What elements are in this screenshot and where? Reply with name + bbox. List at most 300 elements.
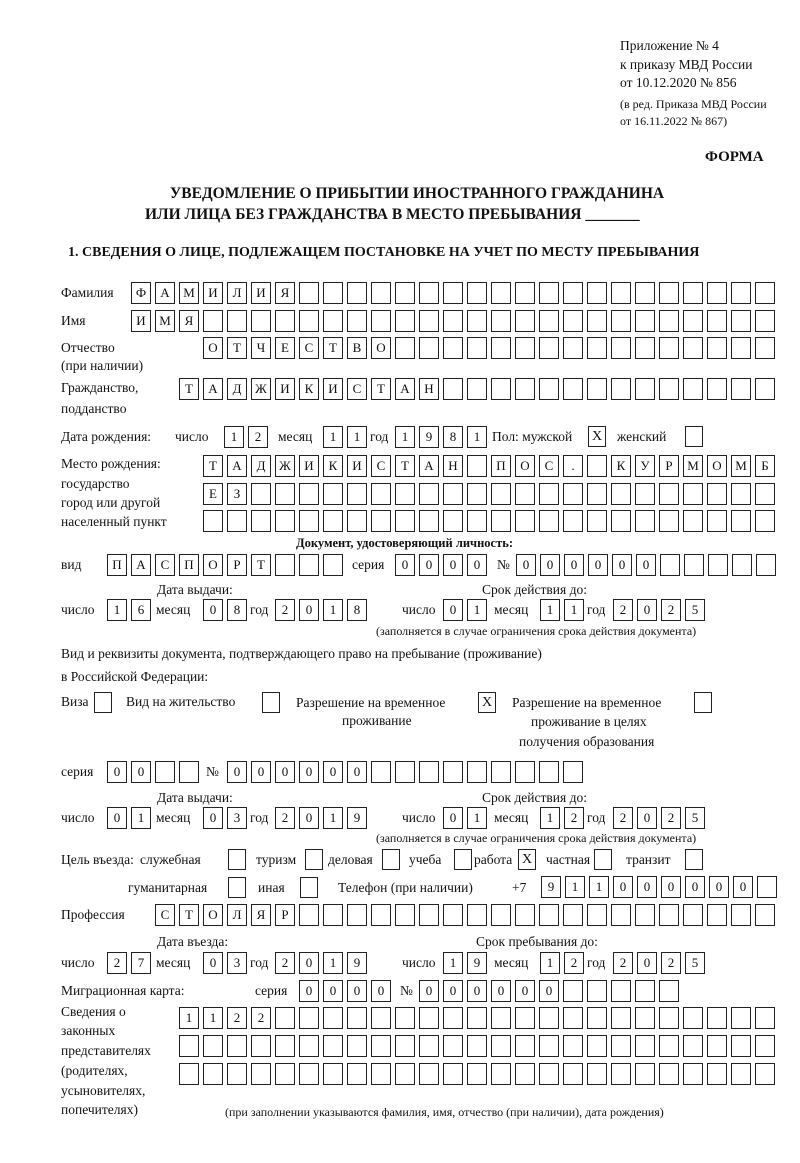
- char-cell[interactable]: 0: [539, 980, 559, 1002]
- char-cell[interactable]: 1: [203, 1007, 223, 1029]
- char-cell[interactable]: [275, 510, 295, 532]
- char-cell[interactable]: [659, 904, 679, 926]
- char-cell[interactable]: [203, 510, 223, 532]
- char-cell[interactable]: [563, 510, 583, 532]
- char-cell[interactable]: Т: [251, 554, 271, 576]
- char-cell[interactable]: 0: [131, 761, 151, 783]
- char-cell[interactable]: 9: [347, 952, 367, 974]
- char-cell[interactable]: [539, 761, 559, 783]
- char-cell[interactable]: [419, 1035, 439, 1057]
- char-cell[interactable]: [707, 904, 727, 926]
- char-cell[interactable]: Т: [323, 337, 343, 359]
- char-cell[interactable]: [467, 378, 487, 400]
- char-cell[interactable]: С: [299, 337, 319, 359]
- char-cell[interactable]: [467, 1007, 487, 1029]
- char-cell[interactable]: Ж: [275, 455, 295, 477]
- char-cell[interactable]: 0: [515, 980, 535, 1002]
- char-cell[interactable]: [515, 282, 535, 304]
- char-cell[interactable]: М: [731, 455, 751, 477]
- char-cell[interactable]: 0: [107, 761, 127, 783]
- char-cell[interactable]: [683, 904, 703, 926]
- char-cell[interactable]: [611, 282, 631, 304]
- char-cell[interactable]: 5: [685, 807, 705, 829]
- char-cell[interactable]: [443, 337, 463, 359]
- char-cell[interactable]: [251, 1063, 271, 1085]
- char-cell[interactable]: [323, 554, 343, 576]
- char-cell[interactable]: [755, 310, 775, 332]
- char-cell[interactable]: 1: [467, 426, 487, 448]
- char-cell[interactable]: [563, 761, 583, 783]
- char-cell[interactable]: [539, 282, 559, 304]
- char-cell[interactable]: [491, 1007, 511, 1029]
- char-cell[interactable]: [443, 483, 463, 505]
- char-cell[interactable]: [659, 510, 679, 532]
- char-cell[interactable]: [323, 904, 343, 926]
- char-cell[interactable]: [659, 378, 679, 400]
- char-cell[interactable]: 2: [661, 599, 681, 621]
- char-cell[interactable]: [323, 310, 343, 332]
- char-cell[interactable]: 0: [443, 807, 463, 829]
- char-cell[interactable]: [707, 310, 727, 332]
- char-cell[interactable]: 0: [491, 980, 511, 1002]
- char-cell[interactable]: [611, 904, 631, 926]
- char-cell[interactable]: 1: [395, 426, 415, 448]
- char-cell[interactable]: 2: [251, 1007, 271, 1029]
- char-cell[interactable]: 1: [131, 807, 151, 829]
- char-cell[interactable]: [371, 761, 391, 783]
- char-cell[interactable]: [611, 980, 631, 1002]
- char-cell[interactable]: 1: [540, 599, 560, 621]
- char-cell[interactable]: 0: [299, 807, 319, 829]
- char-cell[interactable]: [419, 904, 439, 926]
- char-cell[interactable]: Л: [227, 904, 247, 926]
- char-cell[interactable]: [731, 378, 751, 400]
- char-cell[interactable]: В: [347, 337, 367, 359]
- char-cell[interactable]: [347, 282, 367, 304]
- char-cell[interactable]: 2: [564, 952, 584, 974]
- char-cell[interactable]: Т: [395, 455, 415, 477]
- char-cell[interactable]: [299, 1063, 319, 1085]
- char-cell[interactable]: 0: [347, 761, 367, 783]
- char-cell[interactable]: [275, 554, 295, 576]
- char-cell[interactable]: [299, 904, 319, 926]
- char-cell[interactable]: [299, 1035, 319, 1057]
- char-cell[interactable]: [299, 282, 319, 304]
- char-cell[interactable]: [539, 483, 559, 505]
- char-cell[interactable]: [275, 1035, 295, 1057]
- char-cell[interactable]: О: [371, 337, 391, 359]
- char-cell[interactable]: [659, 1007, 679, 1029]
- char-cell[interactable]: Е: [203, 483, 223, 505]
- char-cell[interactable]: [467, 904, 487, 926]
- char-cell[interactable]: П: [179, 554, 199, 576]
- char-cell[interactable]: [635, 510, 655, 532]
- char-cell[interactable]: [347, 1035, 367, 1057]
- char-cell[interactable]: [587, 455, 607, 477]
- purpose-private-checkbox[interactable]: [594, 849, 612, 870]
- char-cell[interactable]: [491, 282, 511, 304]
- char-cell[interactable]: 1: [323, 599, 343, 621]
- char-cell[interactable]: [299, 1007, 319, 1029]
- char-cell[interactable]: [683, 1007, 703, 1029]
- char-cell[interactable]: Р: [275, 904, 295, 926]
- char-cell[interactable]: А: [227, 455, 247, 477]
- char-cell[interactable]: [347, 483, 367, 505]
- char-cell[interactable]: [515, 510, 535, 532]
- visa-checkbox[interactable]: [94, 692, 112, 713]
- char-cell[interactable]: [419, 282, 439, 304]
- char-cell[interactable]: А: [155, 282, 175, 304]
- char-cell[interactable]: [323, 483, 343, 505]
- char-cell[interactable]: [395, 310, 415, 332]
- char-cell[interactable]: [683, 483, 703, 505]
- char-cell[interactable]: [203, 310, 223, 332]
- char-cell[interactable]: [755, 337, 775, 359]
- char-cell[interactable]: [732, 554, 752, 576]
- char-cell[interactable]: [635, 483, 655, 505]
- char-cell[interactable]: [179, 1063, 199, 1085]
- char-cell[interactable]: О: [515, 455, 535, 477]
- char-cell[interactable]: [467, 1035, 487, 1057]
- char-cell[interactable]: [443, 310, 463, 332]
- char-cell[interactable]: [323, 282, 343, 304]
- char-cell[interactable]: [323, 1007, 343, 1029]
- char-cell[interactable]: 1: [467, 807, 487, 829]
- char-cell[interactable]: [371, 483, 391, 505]
- char-cell[interactable]: Д: [251, 455, 271, 477]
- char-cell[interactable]: [395, 337, 415, 359]
- char-cell[interactable]: [563, 980, 583, 1002]
- char-cell[interactable]: [443, 904, 463, 926]
- char-cell[interactable]: [611, 337, 631, 359]
- char-cell[interactable]: [419, 483, 439, 505]
- char-cell[interactable]: Е: [275, 337, 295, 359]
- char-cell[interactable]: 0: [203, 599, 223, 621]
- char-cell[interactable]: [659, 1063, 679, 1085]
- char-cell[interactable]: [491, 310, 511, 332]
- char-cell[interactable]: [707, 1007, 727, 1029]
- char-cell[interactable]: [684, 554, 704, 576]
- char-cell[interactable]: [563, 904, 583, 926]
- char-cell[interactable]: 0: [419, 980, 439, 1002]
- char-cell[interactable]: [515, 337, 535, 359]
- purpose-study-checkbox[interactable]: [454, 849, 472, 870]
- char-cell[interactable]: Н: [443, 455, 463, 477]
- char-cell[interactable]: [467, 310, 487, 332]
- char-cell[interactable]: [299, 483, 319, 505]
- char-cell[interactable]: [563, 310, 583, 332]
- char-cell[interactable]: З: [227, 483, 247, 505]
- char-cell[interactable]: 3: [227, 807, 247, 829]
- char-cell[interactable]: [659, 337, 679, 359]
- char-cell[interactable]: [419, 310, 439, 332]
- char-cell[interactable]: 3: [227, 952, 247, 974]
- char-cell[interactable]: [467, 761, 487, 783]
- purpose-other-checkbox[interactable]: [300, 877, 318, 898]
- char-cell[interactable]: И: [203, 282, 223, 304]
- char-cell[interactable]: [491, 483, 511, 505]
- char-cell[interactable]: 0: [299, 761, 319, 783]
- char-cell[interactable]: [395, 483, 415, 505]
- purpose-tourism-checkbox[interactable]: [305, 849, 323, 870]
- char-cell[interactable]: [731, 1035, 751, 1057]
- char-cell[interactable]: [635, 337, 655, 359]
- char-cell[interactable]: [731, 1063, 751, 1085]
- char-cell[interactable]: П: [107, 554, 127, 576]
- char-cell[interactable]: Л: [227, 282, 247, 304]
- char-cell[interactable]: Н: [419, 378, 439, 400]
- char-cell[interactable]: 1: [564, 599, 584, 621]
- char-cell[interactable]: [539, 510, 559, 532]
- purpose-business-checkbox[interactable]: [382, 849, 400, 870]
- char-cell[interactable]: [443, 1035, 463, 1057]
- char-cell[interactable]: И: [299, 455, 319, 477]
- char-cell[interactable]: 2: [661, 807, 681, 829]
- char-cell[interactable]: Ч: [251, 337, 271, 359]
- char-cell[interactable]: [275, 1007, 295, 1029]
- char-cell[interactable]: 2: [248, 426, 268, 448]
- char-cell[interactable]: [683, 282, 703, 304]
- char-cell[interactable]: [563, 483, 583, 505]
- trp-edu-checkbox[interactable]: [694, 692, 712, 713]
- purpose-transit-checkbox[interactable]: [685, 849, 703, 870]
- char-cell[interactable]: Т: [371, 378, 391, 400]
- char-cell[interactable]: 2: [613, 952, 633, 974]
- char-cell[interactable]: С: [539, 455, 559, 477]
- char-cell[interactable]: [251, 510, 271, 532]
- char-cell[interactable]: [731, 337, 751, 359]
- char-cell[interactable]: 0: [299, 952, 319, 974]
- char-cell[interactable]: 0: [299, 599, 319, 621]
- char-cell[interactable]: [707, 483, 727, 505]
- char-cell[interactable]: [515, 378, 535, 400]
- char-cell[interactable]: Д: [227, 378, 247, 400]
- char-cell[interactable]: [707, 282, 727, 304]
- char-cell[interactable]: 0: [227, 761, 247, 783]
- char-cell[interactable]: [539, 1035, 559, 1057]
- char-cell[interactable]: 0: [685, 876, 705, 898]
- char-cell[interactable]: [731, 483, 751, 505]
- char-cell[interactable]: [683, 1063, 703, 1085]
- char-cell[interactable]: С: [155, 554, 175, 576]
- char-cell[interactable]: [539, 310, 559, 332]
- char-cell[interactable]: 0: [203, 952, 223, 974]
- char-cell[interactable]: [395, 1007, 415, 1029]
- char-cell[interactable]: 0: [107, 807, 127, 829]
- char-cell[interactable]: [563, 1007, 583, 1029]
- char-cell[interactable]: [731, 904, 751, 926]
- char-cell[interactable]: 0: [251, 761, 271, 783]
- char-cell[interactable]: [443, 1063, 463, 1085]
- char-cell[interactable]: Т: [203, 455, 223, 477]
- char-cell[interactable]: [755, 1007, 775, 1029]
- char-cell[interactable]: 8: [443, 426, 463, 448]
- char-cell[interactable]: 6: [131, 599, 151, 621]
- char-cell[interactable]: [539, 1007, 559, 1029]
- char-cell[interactable]: Я: [179, 310, 199, 332]
- char-cell[interactable]: [251, 310, 271, 332]
- char-cell[interactable]: С: [371, 455, 391, 477]
- char-cell[interactable]: [683, 310, 703, 332]
- char-cell[interactable]: [299, 310, 319, 332]
- char-cell[interactable]: О: [707, 455, 727, 477]
- char-cell[interactable]: 0: [443, 554, 463, 576]
- char-cell[interactable]: Р: [227, 554, 247, 576]
- char-cell[interactable]: [395, 904, 415, 926]
- char-cell[interactable]: [731, 1007, 751, 1029]
- char-cell[interactable]: К: [611, 455, 631, 477]
- char-cell[interactable]: [563, 282, 583, 304]
- char-cell[interactable]: [731, 510, 751, 532]
- char-cell[interactable]: [659, 310, 679, 332]
- char-cell[interactable]: [467, 337, 487, 359]
- char-cell[interactable]: [635, 282, 655, 304]
- char-cell[interactable]: 0: [637, 952, 657, 974]
- char-cell[interactable]: [491, 761, 511, 783]
- char-cell[interactable]: [491, 337, 511, 359]
- char-cell[interactable]: Т: [179, 904, 199, 926]
- char-cell[interactable]: О: [203, 904, 223, 926]
- char-cell[interactable]: [395, 282, 415, 304]
- char-cell[interactable]: [539, 378, 559, 400]
- char-cell[interactable]: [395, 761, 415, 783]
- char-cell[interactable]: 2: [564, 807, 584, 829]
- char-cell[interactable]: 9: [347, 807, 367, 829]
- sex-male-checkbox[interactable]: X: [588, 426, 606, 447]
- char-cell[interactable]: [491, 904, 511, 926]
- char-cell[interactable]: С: [347, 378, 367, 400]
- char-cell[interactable]: [707, 1063, 727, 1085]
- char-cell[interactable]: 0: [467, 980, 487, 1002]
- char-cell[interactable]: [515, 1063, 535, 1085]
- char-cell[interactable]: [371, 1035, 391, 1057]
- char-cell[interactable]: 1: [540, 952, 560, 974]
- char-cell[interactable]: [443, 378, 463, 400]
- char-cell[interactable]: [587, 310, 607, 332]
- char-cell[interactable]: 7: [131, 952, 151, 974]
- char-cell[interactable]: [755, 378, 775, 400]
- char-cell[interactable]: [707, 1035, 727, 1057]
- char-cell[interactable]: [587, 483, 607, 505]
- char-cell[interactable]: И: [251, 282, 271, 304]
- char-cell[interactable]: [371, 1063, 391, 1085]
- char-cell[interactable]: [515, 1035, 535, 1057]
- char-cell[interactable]: [419, 1063, 439, 1085]
- char-cell[interactable]: [491, 510, 511, 532]
- char-cell[interactable]: [491, 1063, 511, 1085]
- char-cell[interactable]: 1: [589, 876, 609, 898]
- char-cell[interactable]: Т: [179, 378, 199, 400]
- char-cell[interactable]: 1: [443, 952, 463, 974]
- char-cell[interactable]: К: [323, 455, 343, 477]
- char-cell[interactable]: [323, 1035, 343, 1057]
- char-cell[interactable]: [227, 310, 247, 332]
- char-cell[interactable]: [683, 337, 703, 359]
- char-cell[interactable]: [179, 761, 199, 783]
- char-cell[interactable]: [419, 337, 439, 359]
- char-cell[interactable]: 0: [636, 554, 656, 576]
- char-cell[interactable]: 2: [275, 952, 295, 974]
- char-cell[interactable]: Б: [755, 455, 775, 477]
- char-cell[interactable]: [587, 282, 607, 304]
- char-cell[interactable]: [347, 310, 367, 332]
- char-cell[interactable]: Я: [251, 904, 271, 926]
- char-cell[interactable]: [347, 904, 367, 926]
- char-cell[interactable]: 1: [179, 1007, 199, 1029]
- char-cell[interactable]: 2: [661, 952, 681, 974]
- char-cell[interactable]: 0: [612, 554, 632, 576]
- char-cell[interactable]: [563, 337, 583, 359]
- char-cell[interactable]: [587, 980, 607, 1002]
- char-cell[interactable]: 1: [323, 807, 343, 829]
- char-cell[interactable]: [515, 1007, 535, 1029]
- char-cell[interactable]: [371, 282, 391, 304]
- char-cell[interactable]: 9: [419, 426, 439, 448]
- char-cell[interactable]: [731, 310, 751, 332]
- char-cell[interactable]: [659, 980, 679, 1002]
- char-cell[interactable]: [563, 1063, 583, 1085]
- char-cell[interactable]: [395, 1063, 415, 1085]
- char-cell[interactable]: 1: [467, 599, 487, 621]
- char-cell[interactable]: [275, 483, 295, 505]
- char-cell[interactable]: [371, 510, 391, 532]
- char-cell[interactable]: 1: [347, 426, 367, 448]
- char-cell[interactable]: [563, 378, 583, 400]
- char-cell[interactable]: [467, 1063, 487, 1085]
- char-cell[interactable]: [755, 282, 775, 304]
- char-cell[interactable]: 0: [637, 807, 657, 829]
- char-cell[interactable]: [611, 1035, 631, 1057]
- char-cell[interactable]: 0: [443, 599, 463, 621]
- char-cell[interactable]: 0: [540, 554, 560, 576]
- char-cell[interactable]: 2: [613, 599, 633, 621]
- char-cell[interactable]: 1: [224, 426, 244, 448]
- char-cell[interactable]: 2: [275, 807, 295, 829]
- residence-checkbox[interactable]: [262, 692, 280, 713]
- char-cell[interactable]: 0: [564, 554, 584, 576]
- char-cell[interactable]: [371, 310, 391, 332]
- char-cell[interactable]: [371, 1007, 391, 1029]
- char-cell[interactable]: .: [563, 455, 583, 477]
- char-cell[interactable]: [467, 483, 487, 505]
- char-cell[interactable]: 1: [323, 426, 343, 448]
- char-cell[interactable]: 2: [613, 807, 633, 829]
- char-cell[interactable]: Ф: [131, 282, 151, 304]
- char-cell[interactable]: [755, 1035, 775, 1057]
- char-cell[interactable]: 0: [371, 980, 391, 1002]
- char-cell[interactable]: [587, 378, 607, 400]
- char-cell[interactable]: 0: [395, 554, 415, 576]
- char-cell[interactable]: [323, 1063, 343, 1085]
- char-cell[interactable]: А: [395, 378, 415, 400]
- char-cell[interactable]: 5: [685, 599, 705, 621]
- char-cell[interactable]: [443, 761, 463, 783]
- char-cell[interactable]: [755, 483, 775, 505]
- char-cell[interactable]: [635, 904, 655, 926]
- char-cell[interactable]: [419, 761, 439, 783]
- char-cell[interactable]: 1: [323, 952, 343, 974]
- char-cell[interactable]: [757, 876, 777, 898]
- char-cell[interactable]: [395, 510, 415, 532]
- char-cell[interactable]: [756, 554, 776, 576]
- char-cell[interactable]: [611, 1007, 631, 1029]
- char-cell[interactable]: 0: [323, 761, 343, 783]
- char-cell[interactable]: [755, 1063, 775, 1085]
- char-cell[interactable]: А: [131, 554, 151, 576]
- char-cell[interactable]: [635, 378, 655, 400]
- sex-female-checkbox[interactable]: [685, 426, 703, 447]
- char-cell[interactable]: [515, 310, 535, 332]
